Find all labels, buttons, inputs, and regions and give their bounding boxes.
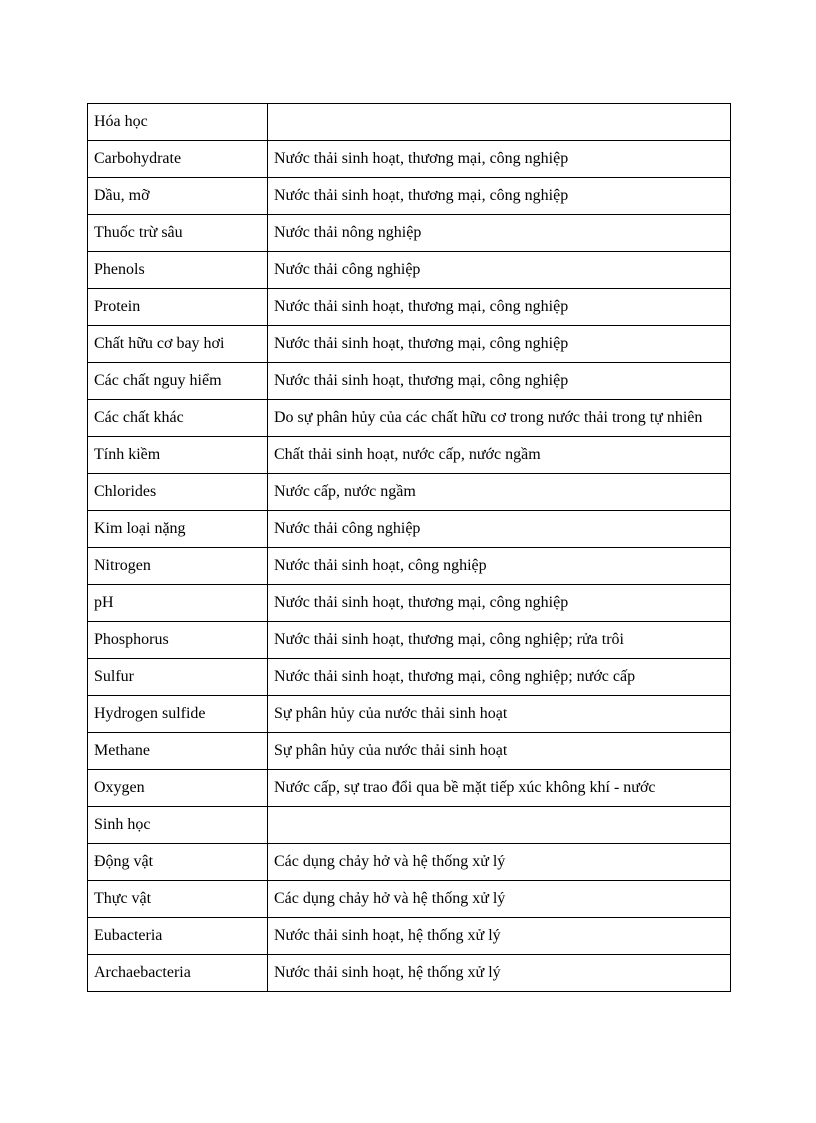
component-cell: Oxygen [88, 770, 268, 807]
component-cell: Hóa học [88, 104, 268, 141]
source-cell: Nước thải sinh hoạt, thương mại, công nghiệp [268, 363, 731, 400]
component-cell: Phosphorus [88, 622, 268, 659]
table-row [88, 585, 731, 622]
table-row [88, 178, 731, 215]
source-cell: Nước thải sinh hoạt, hệ thống xử lý [268, 955, 731, 992]
component-cell: Thuốc trừ sâu [88, 215, 268, 252]
table-row [88, 363, 731, 400]
source-cell: Nước cấp, sự trao đổi qua bề mặt tiếp xúc không khí - nước [268, 770, 731, 807]
component-cell: Phenols [88, 252, 268, 289]
table-row [88, 955, 731, 992]
source-cell: Do sự phân hủy của các chất hữu cơ trong nước thải trong tự nhiên [268, 400, 731, 437]
source-cell [268, 104, 731, 141]
source-cell: Nước thải công nghiệp [268, 511, 731, 548]
component-cell: Các chất nguy hiểm [88, 363, 268, 400]
source-cell: Nước thải nông nghiệp [268, 215, 731, 252]
table-row [88, 770, 731, 807]
table-row [88, 474, 731, 511]
table-row [88, 807, 731, 844]
component-cell: Eubacteria [88, 918, 268, 955]
component-cell: Kim loại nặng [88, 511, 268, 548]
component-cell: Nitrogen [88, 548, 268, 585]
source-cell: Nước thải sinh hoạt, thương mại, công nghiệp [268, 326, 731, 363]
component-cell: Protein [88, 289, 268, 326]
table-row [88, 141, 731, 178]
source-cell: Nước thải sinh hoạt, công nghiệp [268, 548, 731, 585]
component-cell: Các chất khác [88, 400, 268, 437]
table-row [88, 844, 731, 881]
component-cell: pH [88, 585, 268, 622]
table-row [88, 659, 731, 696]
source-cell: Nước thải sinh hoạt, thương mại, công nghiệp; nước cấp [268, 659, 731, 696]
component-cell: Methane [88, 733, 268, 770]
source-cell: Các dụng chảy hở và hệ thống xử lý [268, 881, 731, 918]
component-cell: Carbohydrate [88, 141, 268, 178]
component-cell: Archaebacteria [88, 955, 268, 992]
source-table [87, 103, 731, 992]
table-row [88, 622, 731, 659]
source-cell: Sự phân hủy của nước thải sinh hoạt [268, 696, 731, 733]
component-cell: Hydrogen sulfide [88, 696, 268, 733]
component-cell: Tính kiềm [88, 437, 268, 474]
table-row [88, 733, 731, 770]
table-row [88, 215, 731, 252]
source-cell: Các dụng chảy hở và hệ thống xử lý [268, 844, 731, 881]
table-row [88, 918, 731, 955]
component-cell: Sulfur [88, 659, 268, 696]
source-cell: Nước thải sinh hoạt, thương mại, công nghiệp [268, 141, 731, 178]
table-row [88, 437, 731, 474]
source-cell: Nước thải sinh hoạt, thương mại, công nghiệp; rửa trôi [268, 622, 731, 659]
component-cell: Động vật [88, 844, 268, 881]
component-cell: Sinh học [88, 807, 268, 844]
component-cell: Chlorides [88, 474, 268, 511]
table-row [88, 104, 731, 141]
table-row [88, 511, 731, 548]
table-row [88, 252, 731, 289]
source-cell [268, 807, 731, 844]
source-cell: Chất thải sinh hoạt, nước cấp, nước ngầm [268, 437, 731, 474]
table-row [88, 696, 731, 733]
source-cell: Nước thải sinh hoạt, thương mại, công nghiệp [268, 178, 731, 215]
component-cell: Thực vật [88, 881, 268, 918]
source-cell: Nước cấp, nước ngầm [268, 474, 731, 511]
table-body [88, 104, 731, 992]
table-row [88, 326, 731, 363]
component-cell: Chất hữu cơ bay hơi [88, 326, 268, 363]
source-cell: Nước thải sinh hoạt, thương mại, công nghiệp [268, 585, 731, 622]
source-cell: Nước thải sinh hoạt, hệ thống xử lý [268, 918, 731, 955]
table-row [88, 289, 731, 326]
source-cell: Nước thải sinh hoạt, thương mại, công nghiệp [268, 289, 731, 326]
table-row [88, 400, 731, 437]
component-cell: Dầu, mỡ [88, 178, 268, 215]
source-cell: Nước thải công nghiệp [268, 252, 731, 289]
table-row [88, 548, 731, 585]
table-row [88, 881, 731, 918]
source-cell: Sự phân hủy của nước thải sinh hoạt [268, 733, 731, 770]
